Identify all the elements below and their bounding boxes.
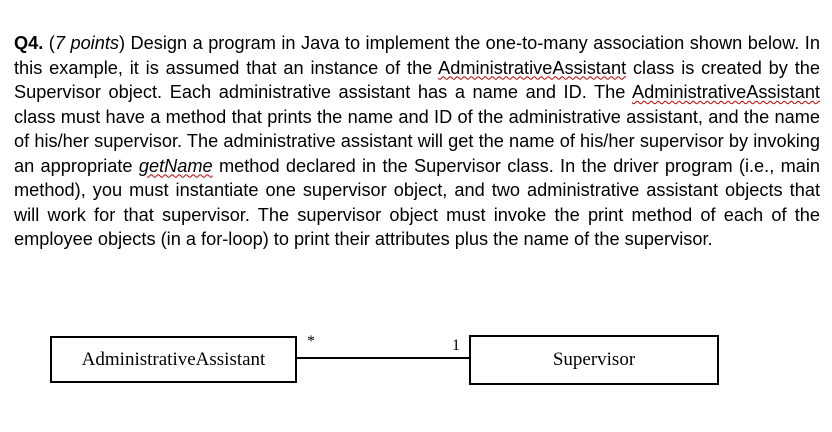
- multiplicity-many: *: [307, 333, 315, 350]
- association-line: [297, 357, 470, 359]
- class-name-administrative-assistant-2: AdministrativeAssistant: [631, 82, 820, 102]
- points-open: (: [43, 33, 55, 53]
- question-text-part-4: method declared in the Supervisor class. In the driver program (i.e., main method), you must instantiate one supervisor object, and two administrative assistant objects that will work for that supervisor. The supervisor object must invoke the print method of each of the employee objects (in a for-loop) to print their attributes plus the name of the supervisor.: [14, 155, 820, 249]
- class-name-administrative-assistant: AdministrativeAssistant: [438, 57, 627, 78]
- question-text-part-3: class must have a method that prints the name and ID of the administrative assistant, and the name of his/her supervisor. The administrative assistant will get the name of his/her supervisor by invoking an appropriate: [14, 106, 820, 176]
- multiplicity-one: 1: [452, 337, 460, 354]
- uml-class-name-left: AdministrativeAssistant: [81, 348, 266, 370]
- method-name-getname: getName: [138, 155, 213, 176]
- question-text-part-2: class is created by the Supervisor object. Each administrative assistant has a name and ID. The: [14, 57, 820, 102]
- question-text-part-1: ) Design a program in Java to implement the one-to-many association shown below. In this example, it is assumed that an instance of the: [14, 33, 820, 78]
- points-value: 7 points: [54, 33, 119, 53]
- uml-class-name-right: Supervisor: [552, 349, 636, 370]
- question-text: [14, 31, 820, 252]
- uml-class-supervisor: [469, 335, 719, 385]
- question-label: Q4.: [14, 33, 44, 53]
- uml-class-administrative-assistant: [50, 336, 297, 383]
